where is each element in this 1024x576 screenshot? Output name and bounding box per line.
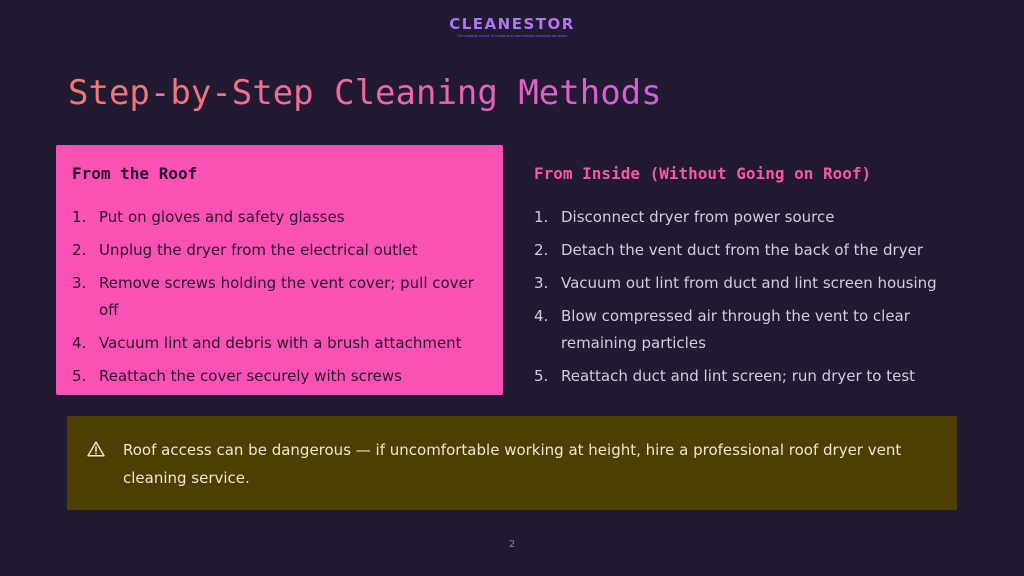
brand-name: CLEANESTOR <box>0 14 1024 34</box>
inside-step <box>534 363 952 390</box>
slide-title: Step-by-Step Cleaning Methods <box>68 70 662 116</box>
inside-step <box>534 204 952 231</box>
step-number: 2. <box>72 241 87 259</box>
step-text: Vacuum lint and debris with a brush attachment <box>99 334 462 352</box>
inside-steps-list <box>534 204 952 390</box>
step-text: Disconnect dryer from power source <box>561 208 835 226</box>
step-text: Put on gloves and safety glasses <box>99 208 345 226</box>
roof-step <box>72 204 487 231</box>
inside-step <box>534 303 952 357</box>
step-number: 4. <box>534 307 549 325</box>
roof-method-heading: From the Roof <box>72 164 198 183</box>
step-number: 5. <box>72 367 87 385</box>
step-number: 2. <box>534 241 549 259</box>
step-text: Vacuum out lint from duct and lint screen housing <box>561 274 937 292</box>
step-text: Reattach the cover securely with screws <box>99 367 402 385</box>
inside-method-heading: From Inside (Without Going on Roof) <box>534 164 872 183</box>
inside-method-card <box>518 145 968 395</box>
step-number: 1. <box>534 208 549 226</box>
step-text: Remove screws holding the vent cover; pull cover off <box>99 274 474 319</box>
step-number: 4. <box>72 334 87 352</box>
brand-tagline: The leading choice in home and commercial cleaning solutions <box>456 34 568 38</box>
brand-logo <box>0 14 1024 39</box>
step-number: 3. <box>534 274 549 292</box>
inside-step <box>534 237 952 264</box>
step-number: 5. <box>534 367 549 385</box>
step-text: Unplug the dryer from the electrical outlet <box>99 241 418 259</box>
page-number: 2 <box>508 539 516 550</box>
warning-text: Roof access can be dangerous — if uncomfortable working at height, hire a professional roof dryer vent cleaning service. <box>123 441 902 487</box>
inside-step <box>534 270 952 297</box>
roof-step <box>72 237 487 264</box>
step-text: Reattach duct and lint screen; run dryer to test <box>561 367 916 385</box>
safety-warning-callout <box>67 416 957 510</box>
roof-method-card <box>56 145 503 395</box>
step-number: 1. <box>72 208 87 226</box>
warning-icon <box>87 440 105 458</box>
roof-step <box>72 363 487 390</box>
roof-step <box>72 270 487 324</box>
step-text: Detach the vent duct from the back of the dryer <box>561 241 923 259</box>
roof-steps-list <box>72 204 487 390</box>
step-number: 3. <box>72 274 87 292</box>
roof-step <box>72 330 487 357</box>
step-text: Blow compressed air through the vent to clear remaining particles <box>561 307 910 352</box>
